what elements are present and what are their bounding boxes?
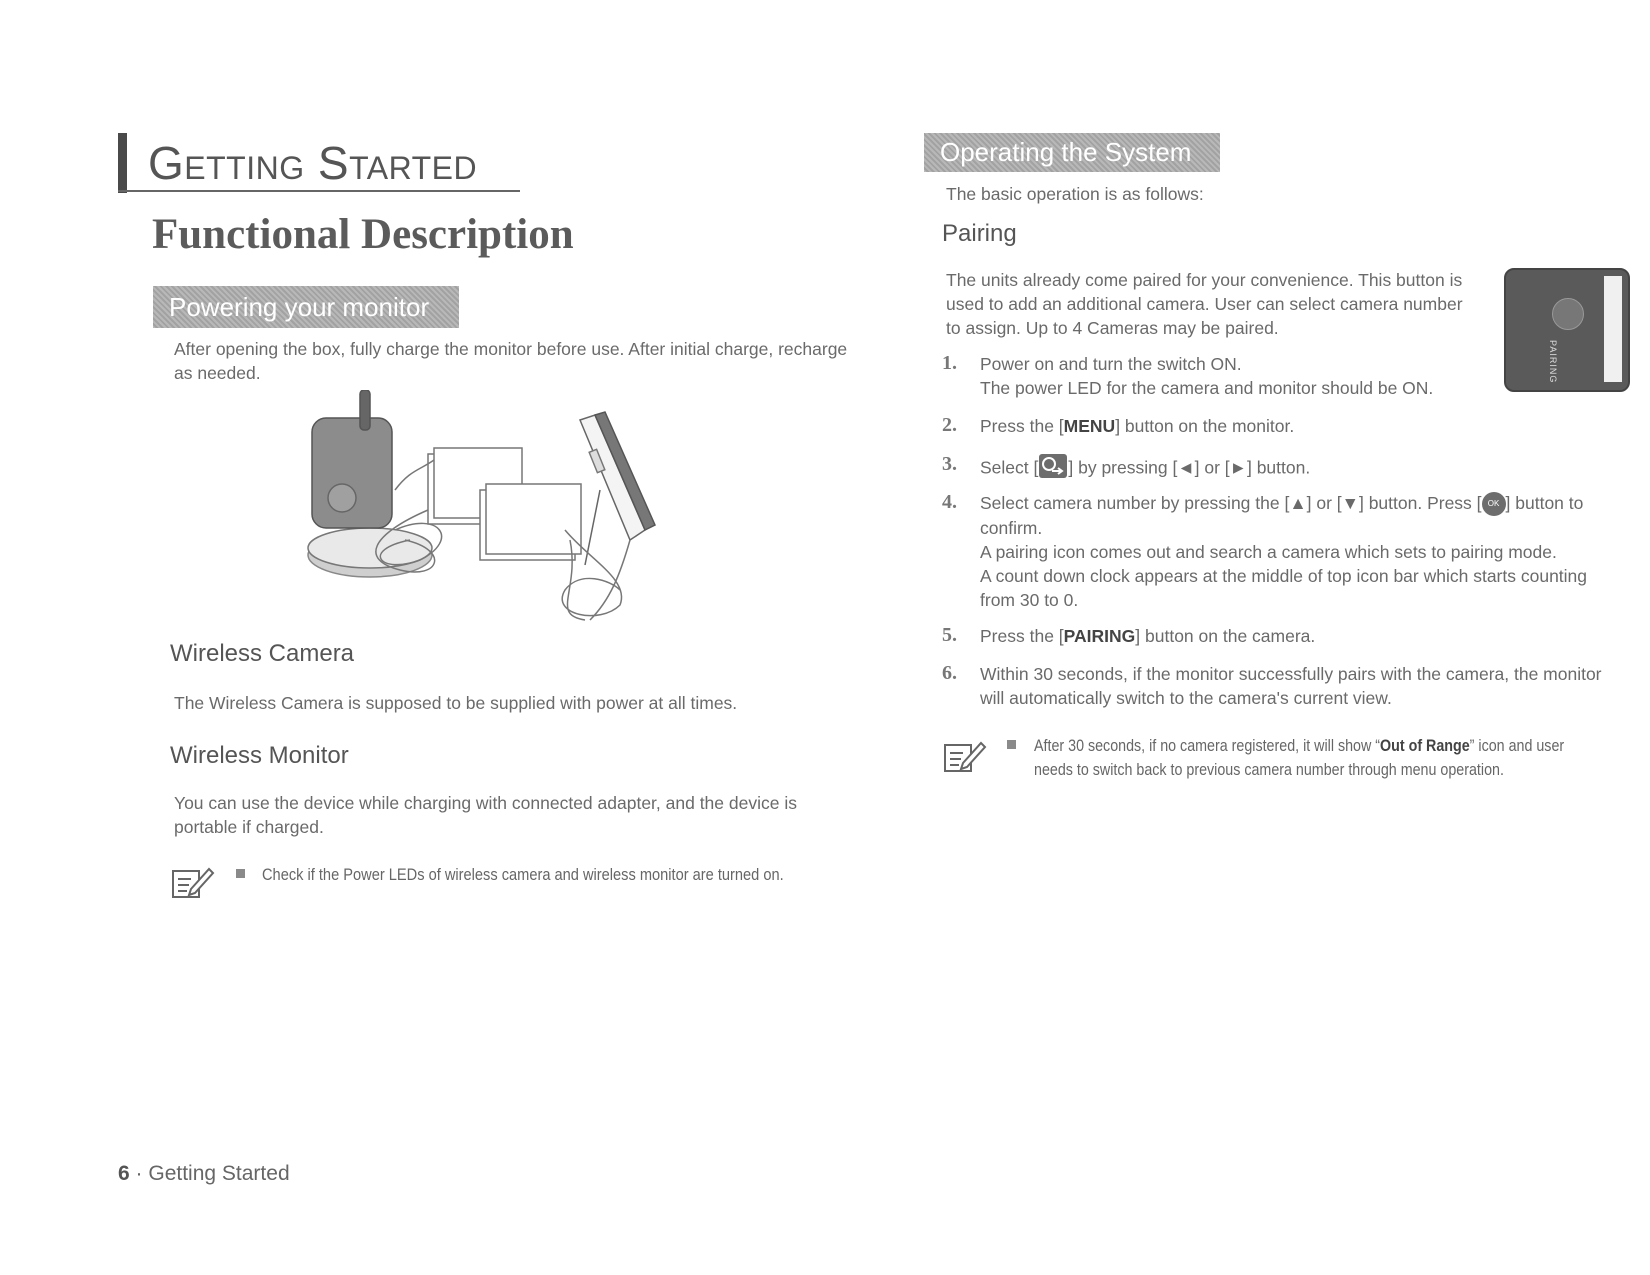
step-2-pre: Press the [	[980, 416, 1064, 436]
note-right-post: ” icon and user	[1469, 736, 1565, 755]
step-5-pre: Press the [	[980, 626, 1064, 646]
page-number: 6	[118, 1162, 130, 1185]
out-of-range-key: Out of Range	[1380, 736, 1470, 755]
step-6	[980, 662, 1602, 710]
wireless-camera-text: The Wireless Camera is supposed to be supplied with power at all times.	[174, 693, 738, 713]
note-right-text	[1034, 734, 1564, 782]
chapter-rule	[118, 190, 520, 192]
step-4-number: 4.	[942, 491, 957, 513]
step-4-line4: A count down clock appears at the middle of top icon bar which starts counting	[980, 566, 1588, 587]
page-footer	[118, 1162, 290, 1186]
pairing-line3: to assign. Up to 4 Cameras may be paired.	[946, 318, 1279, 338]
chapter-marker	[118, 133, 127, 193]
page-footer-separator: ·	[135, 1162, 143, 1185]
note-icon	[943, 737, 987, 773]
note-right-pre: After 30 seconds, if no camera registered, it will show “	[1034, 736, 1381, 755]
step-1	[980, 352, 1433, 400]
product-illustration	[300, 390, 670, 630]
wireless-monitor-text-line2: portable if charged.	[174, 817, 324, 837]
step-3-number: 3.	[942, 453, 957, 475]
step-4-post: ] button to	[1505, 493, 1584, 513]
wireless-monitor-text-line1: You can use the device while charging with connected adapter, and the device is	[174, 793, 797, 813]
note-bullet	[236, 869, 245, 878]
step-5	[980, 624, 1315, 648]
page-footer-label: Getting Started	[148, 1162, 290, 1185]
powering-banner: Powering your monitor	[153, 286, 459, 328]
wireless-monitor-heading: Wireless Monitor	[170, 742, 349, 769]
powering-intro-line2: as needed.	[174, 363, 261, 383]
step-4-line5: from 30 to 0.	[980, 590, 1079, 611]
operating-intro: The basic operation is as follows:	[946, 184, 1204, 204]
step-6-number: 6.	[942, 662, 957, 684]
pairing-button-image	[1504, 268, 1630, 392]
section-title: Functional Description	[152, 211, 574, 258]
pairing-button-label: PAIRING	[1548, 340, 1558, 384]
step-6-line1: Within 30 seconds, if the monitor successfully pairs with the camera, the monitor	[980, 664, 1602, 684]
note-bullet	[1007, 740, 1016, 749]
note-icon	[171, 863, 215, 899]
note-left-text: Check if the Power LEDs of wireless camera and wireless monitor are turned on.	[262, 865, 784, 884]
pairing-key: PAIRING	[1063, 626, 1136, 646]
step-2-number: 2.	[942, 414, 957, 436]
pairing-heading: Pairing	[942, 220, 1017, 247]
step-3-post: ] by pressing [◄] or [►] button.	[1068, 457, 1311, 478]
step-3-pre: Select [	[980, 457, 1039, 478]
step-2-post: ] button on the monitor.	[1115, 416, 1295, 436]
pairing-description	[946, 268, 1463, 340]
pairing-line2: used to add an additional camera. User can select camera number	[946, 294, 1463, 314]
step-4	[980, 491, 1587, 612]
step-1-line2: The power LED for the camera and monitor should be ON.	[980, 378, 1434, 398]
step-4-line2: confirm.	[980, 518, 1043, 539]
wireless-camera-heading: Wireless Camera	[170, 640, 355, 667]
powering-intro	[174, 337, 847, 385]
ok-button-label: OK	[1487, 499, 1500, 509]
step-4-line3: A pairing icon comes out and search a camera which sets to pairing mode.	[980, 542, 1557, 563]
pairing-line1: The units already come paired for your convenience. This button is	[946, 270, 1463, 290]
step-6-line2: will automatically switch to the camera's current view.	[980, 688, 1392, 708]
note-right-line2: needs to switch back to previous camera number through menu operation.	[1034, 760, 1504, 779]
step-3	[980, 453, 1310, 485]
wireless-monitor-text	[174, 791, 797, 839]
chapter-title: Getting Started	[148, 137, 478, 189]
step-1-number: 1.	[942, 352, 957, 374]
powering-intro-line1: After opening the box, fully charge the monitor before use. After initial charge, recharge	[174, 339, 848, 359]
operating-banner: Operating the System	[924, 133, 1220, 172]
step-5-number: 5.	[942, 624, 957, 646]
camera-select-icon	[1038, 453, 1068, 485]
ok-button-icon	[1482, 492, 1506, 516]
menu-key: MENU	[1063, 416, 1116, 436]
step-2	[980, 414, 1294, 438]
step-1-line1: Power on and turn the switch ON.	[980, 354, 1242, 374]
step-5-post: ] button on the camera.	[1135, 626, 1316, 646]
step-4-pre: Select camera number by pressing the [▲] or [▼] button. Press [	[980, 493, 1482, 513]
